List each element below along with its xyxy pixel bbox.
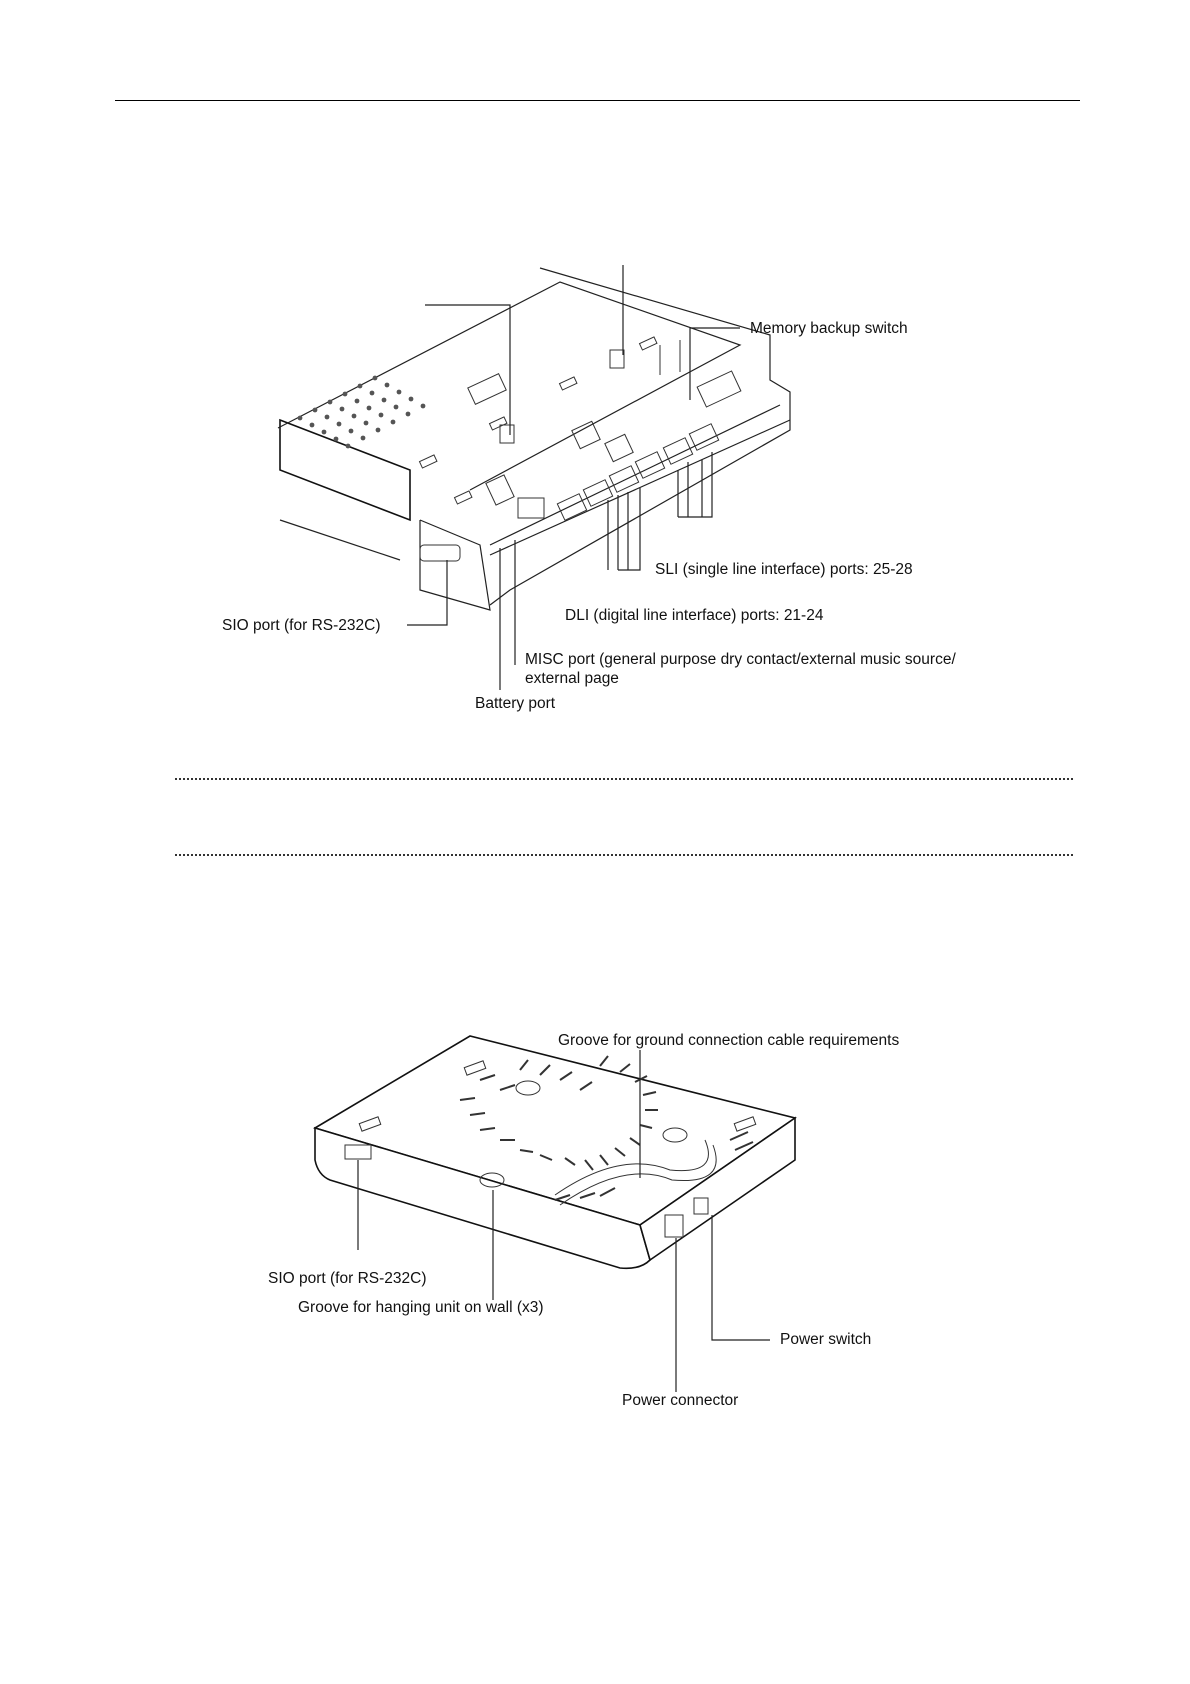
label-misc-port-line2: external page <box>525 670 619 687</box>
label-sio-port-bottom: SIO port (for RS-232C) <box>268 1270 427 1287</box>
label-ground-groove: Groove for ground connection cable requirements <box>558 1032 900 1049</box>
label-wall-groove: Groove for hanging unit on wall (x3) <box>298 1299 544 1316</box>
label-dli-ports: DLI (digital line interface) ports: 21-24 <box>565 607 824 624</box>
label-power-connector: Power connector <box>622 1392 739 1409</box>
figure-2-bottom-view-diagram <box>0 1020 1190 1420</box>
label-sio-port: SIO port (for RS-232C) <box>222 617 381 634</box>
figure-1-leader-lines <box>407 265 740 690</box>
label-memory-backup-switch: Memory backup switch <box>750 320 908 337</box>
label-power-switch: Power switch <box>780 1331 872 1348</box>
label-battery-port: Battery port <box>475 695 556 712</box>
device-top-view-illustration <box>278 268 790 610</box>
dotted-separator-1 <box>175 778 1073 780</box>
figure-1-port-diagram <box>0 240 1190 720</box>
device-bottom-view-illustration <box>315 1036 795 1268</box>
header-rule <box>115 100 1080 101</box>
dotted-separator-2 <box>175 854 1073 856</box>
label-sli-ports: SLI (single line interface) ports: 25-28 <box>655 561 913 578</box>
label-misc-port-line1: MISC port (general purpose dry contact/external music source/ <box>525 651 956 668</box>
